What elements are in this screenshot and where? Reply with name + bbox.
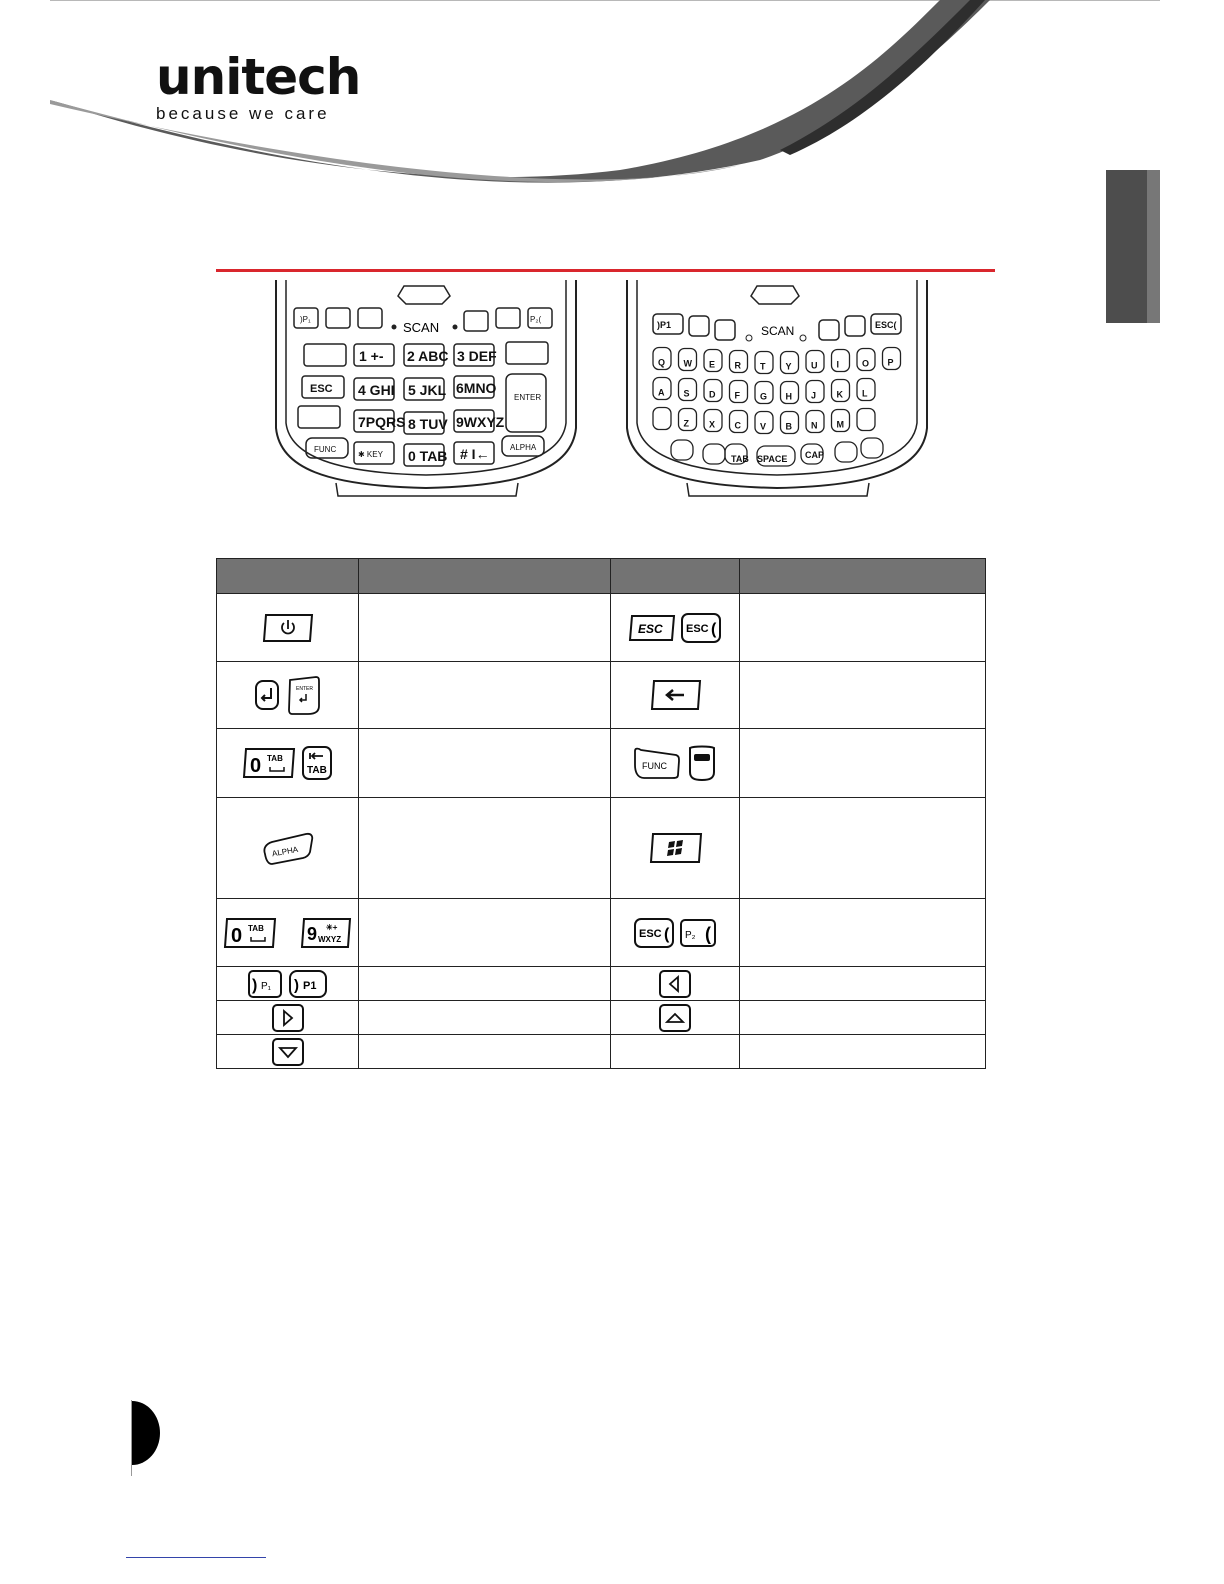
- svg-text:G: G: [760, 391, 768, 402]
- table-header-row: [217, 559, 986, 594]
- svg-text:ESC(: ESC(: [875, 320, 897, 330]
- key-description: [359, 967, 611, 1001]
- key-description: [740, 798, 986, 899]
- page-marker: [132, 1401, 160, 1465]
- svg-text:Z: Z: [683, 418, 689, 429]
- key-cell: [611, 594, 740, 662]
- svg-text:J: J: [811, 390, 817, 401]
- table-row: [217, 729, 986, 798]
- svg-text:L: L: [862, 388, 868, 399]
- header-cell-key: [217, 559, 359, 594]
- svg-text:D: D: [709, 389, 716, 400]
- svg-text:)P1: )P1: [657, 320, 672, 330]
- backspace-key-icon: [648, 678, 702, 712]
- key-description: [740, 1035, 986, 1069]
- p1-key-icon: [247, 969, 283, 999]
- svg-text:CAP: CAP: [805, 450, 825, 460]
- svg-text:C: C: [734, 420, 741, 431]
- svg-text:T: T: [760, 361, 766, 372]
- key-description: [359, 662, 611, 729]
- zero-tab-key-icon: [242, 746, 296, 780]
- esc-bracket-key-icon: [633, 917, 675, 949]
- svg-text:I: I: [836, 359, 840, 370]
- svg-text:R: R: [734, 360, 741, 371]
- svg-text:5 JKL: 5 JKL: [408, 382, 447, 398]
- key-cell: [611, 967, 740, 1001]
- svg-text:✳+: ✳+: [325, 922, 338, 932]
- svg-text:6MNO: 6MNO: [456, 380, 497, 396]
- down-arrow-key-icon: [271, 1037, 305, 1067]
- key-description: [359, 729, 611, 798]
- svg-text:V: V: [760, 421, 767, 432]
- svg-text:ENTER: ENTER: [295, 686, 313, 692]
- key-cell: [217, 729, 359, 798]
- key-description: [740, 967, 986, 1001]
- table-row: [217, 798, 986, 899]
- svg-text:7PQRS: 7PQRS: [358, 414, 406, 430]
- svg-text:# I←: # I←: [460, 446, 490, 462]
- svg-text:0: 0: [250, 755, 262, 777]
- header-cell-function: [359, 559, 611, 594]
- svg-text:X: X: [709, 419, 716, 430]
- key-description: [359, 1035, 611, 1069]
- svg-text:Y: Y: [785, 361, 792, 372]
- svg-text:TAB: TAB: [731, 454, 749, 464]
- svg-text:): ): [293, 976, 299, 994]
- unitech-logo: [156, 48, 361, 124]
- svg-text:9: 9: [306, 923, 317, 944]
- svg-text:(: (: [705, 923, 712, 944]
- svg-text:1 +-: 1 +-: [359, 348, 384, 364]
- up-arrow-key-icon: [658, 1003, 692, 1033]
- key-description: [740, 662, 986, 729]
- svg-text:SPACE: SPACE: [757, 454, 788, 464]
- svg-text:4 GHI: 4 GHI: [358, 382, 395, 398]
- func-key-icon: [632, 745, 682, 781]
- svg-text:FUNC: FUNC: [641, 761, 667, 771]
- key-cell: [217, 1001, 359, 1035]
- svg-text:M: M: [836, 419, 844, 430]
- svg-text:P₂(: P₂(: [530, 315, 542, 324]
- key-cell: [217, 798, 359, 899]
- svg-text:3 DEF: 3 DEF: [457, 348, 497, 364]
- table-row: [217, 662, 986, 729]
- svg-text:FUNC: FUNC: [314, 445, 337, 454]
- key-cell: [217, 899, 359, 967]
- enter-large-key-icon: [286, 674, 322, 716]
- svg-text:ENTER: ENTER: [514, 393, 542, 402]
- svg-text:TAB: TAB: [267, 754, 284, 763]
- svg-text:SCAN: SCAN: [403, 320, 440, 335]
- key-description: [740, 594, 986, 662]
- svg-text:0 TAB: 0 TAB: [408, 448, 448, 464]
- svg-text:H: H: [785, 391, 792, 402]
- svg-text:Q: Q: [658, 357, 666, 368]
- svg-text:2 ABC: 2 ABC: [407, 348, 449, 364]
- svg-text:P: P: [887, 357, 894, 368]
- key-cell: [611, 1035, 740, 1069]
- header-cell-key: [611, 559, 740, 594]
- key-cell: [217, 1035, 359, 1069]
- svg-text:P₁: P₁: [261, 980, 272, 992]
- footer-link-underline: [126, 1557, 266, 1558]
- svg-text:ESC: ESC: [686, 622, 709, 635]
- key-description: [740, 1001, 986, 1035]
- svg-text:ALPHA: ALPHA: [510, 443, 537, 452]
- svg-text:F: F: [734, 390, 740, 401]
- key-description: [740, 729, 986, 798]
- svg-text:ESC: ESC: [310, 383, 333, 395]
- svg-text:ESC: ESC: [637, 621, 663, 636]
- key-function-table: [216, 558, 986, 1069]
- nine-wxyz-key-icon: [300, 916, 352, 950]
- key-cell: [217, 594, 359, 662]
- chapter-tab-edge: [1147, 170, 1160, 323]
- section-divider: [216, 269, 995, 272]
- svg-text:B: B: [785, 421, 792, 432]
- key-description: [359, 798, 611, 899]
- svg-text:O: O: [862, 358, 870, 369]
- key-description: [359, 899, 611, 967]
- windows-key-icon: [647, 831, 703, 865]
- svg-text:S: S: [683, 388, 690, 399]
- svg-text:TAB: TAB: [248, 923, 264, 933]
- key-cell: [611, 798, 740, 899]
- key-description: [740, 899, 986, 967]
- key-description: [359, 1001, 611, 1035]
- logo-wordmark: unitech: [156, 48, 361, 106]
- table-row: [217, 967, 986, 1001]
- key-cell: [217, 967, 359, 1001]
- svg-text:(: (: [663, 925, 670, 943]
- svg-text:U: U: [811, 360, 818, 371]
- key-cell: [611, 1001, 740, 1035]
- svg-text:E: E: [709, 359, 716, 370]
- qwerty-keypad-illustration: [617, 278, 937, 500]
- svg-text:ESC: ESC: [638, 927, 662, 940]
- svg-text:8 TUV: 8 TUV: [408, 416, 448, 432]
- svg-text:)P₁: )P₁: [300, 315, 311, 324]
- svg-text:SCAN: SCAN: [761, 324, 795, 338]
- svg-text:9WXYZ: 9WXYZ: [456, 414, 505, 430]
- esc-bracket-key-icon: [680, 612, 722, 644]
- table-row: [217, 594, 986, 662]
- svg-text:P₂: P₂: [685, 929, 696, 941]
- dash-key-icon: [686, 744, 718, 782]
- key-cell: [611, 899, 740, 967]
- svg-text:W: W: [683, 358, 692, 369]
- svg-text:): ): [252, 976, 258, 994]
- table-row: [217, 1035, 986, 1069]
- svg-text:ALPHA: ALPHA: [270, 844, 299, 859]
- alpha-key-icon: [260, 830, 316, 866]
- p1-bold-key-icon: [288, 969, 328, 999]
- svg-text:WXYZ: WXYZ: [317, 934, 342, 944]
- left-arrow-key-icon: [658, 969, 692, 999]
- svg-text:N: N: [811, 420, 818, 431]
- key-cell: [611, 729, 740, 798]
- key-cell: [611, 662, 740, 729]
- zero-tab-key-icon: [223, 916, 277, 950]
- svg-text:A: A: [658, 387, 665, 398]
- table-row: [217, 1001, 986, 1035]
- svg-text:TAB: TAB: [306, 765, 327, 776]
- svg-text:✱ KEY: ✱ KEY: [358, 450, 383, 459]
- p2-key-icon: [679, 917, 717, 949]
- enter-small-key-icon: [253, 678, 281, 712]
- esc-key-icon: [628, 613, 676, 643]
- key-description: [359, 594, 611, 662]
- header-cell-function: [740, 559, 986, 594]
- logo-tagline: because we care: [156, 104, 330, 123]
- tab-key-icon: [301, 745, 333, 781]
- svg-text:(: (: [711, 620, 717, 638]
- power-key-icon: [260, 612, 316, 644]
- numeric-keypad-illustration: [266, 278, 586, 500]
- table-row: [217, 899, 986, 967]
- right-arrow-key-icon: [271, 1003, 305, 1033]
- svg-text:K: K: [836, 389, 843, 400]
- key-cell: [217, 662, 359, 729]
- svg-text:0: 0: [231, 924, 243, 947]
- svg-text:P1: P1: [302, 979, 317, 992]
